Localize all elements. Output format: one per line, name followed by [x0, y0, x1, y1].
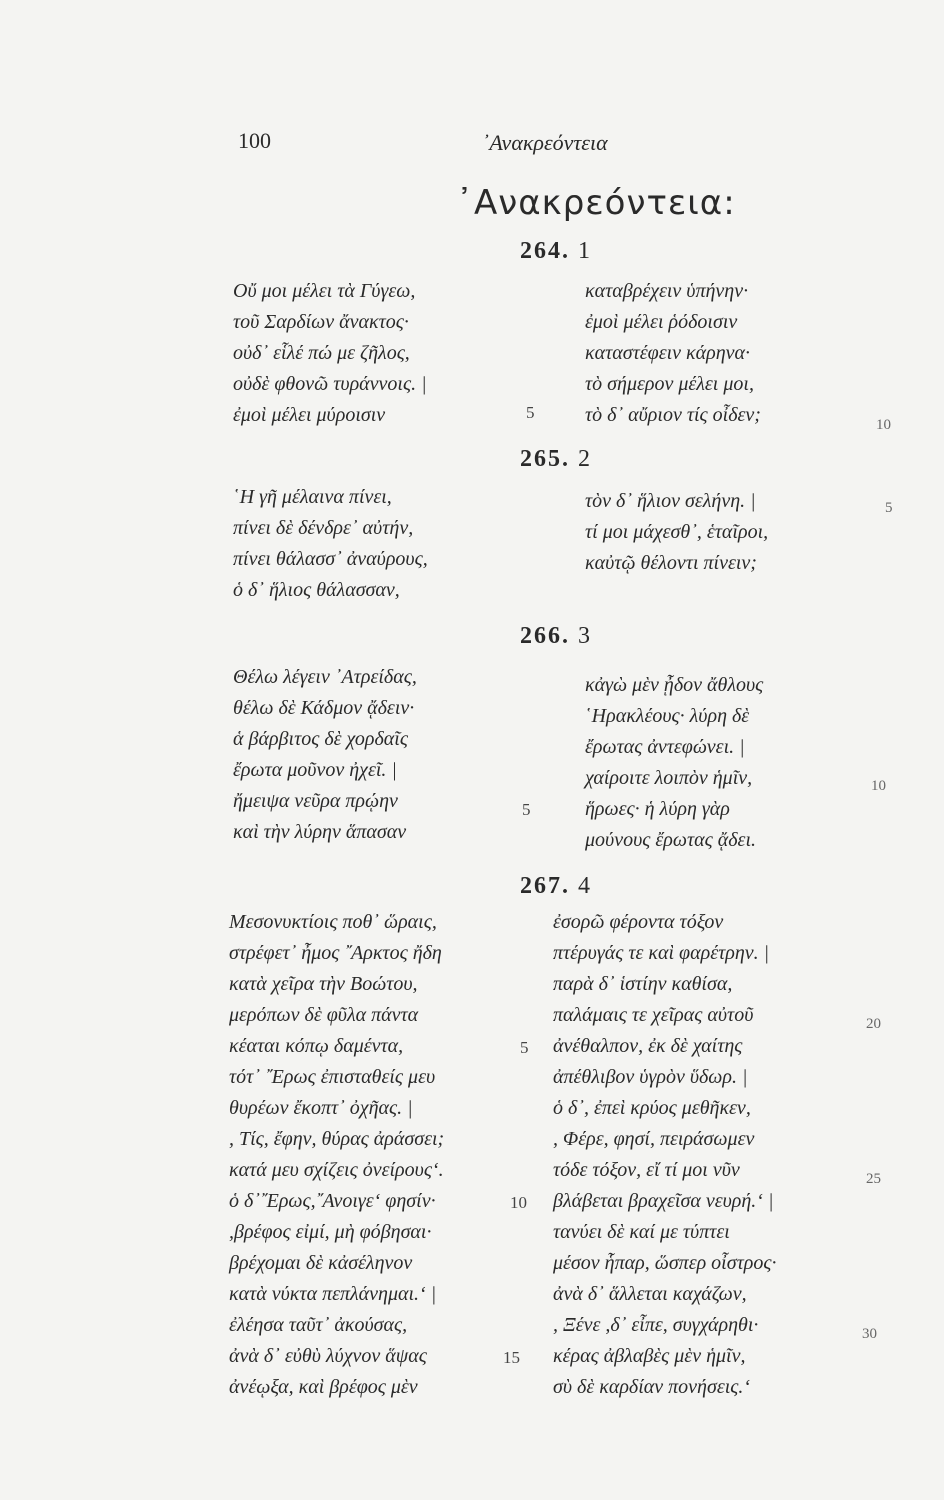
verse-line: καταστέφειν κάρηνα· — [585, 342, 751, 364]
verse-line: μέσον ἧπαρ, ὥσπερ οἶστρος· — [553, 1252, 777, 1274]
section-number-main: 265. — [520, 446, 570, 472]
verse-line: στρέφετ᾽ ἦμος ῎Αρκτος ἤδη — [229, 942, 442, 964]
margin-line-number: 10 — [871, 778, 886, 794]
verse-line: κέαται κόπῳ δαμέντα, — [229, 1035, 404, 1057]
verse-line: ὁ δ᾽, ἐπεὶ κρύος μεθῆκεν, — [553, 1097, 751, 1119]
verse-line: μερόπων δὲ φῦλα πάντα — [229, 1004, 419, 1026]
verse-line: καταβρέχειν ὑπήνην· — [585, 280, 749, 302]
section-number-sub: 3 — [578, 623, 592, 649]
section-number-main: 266. — [520, 623, 570, 649]
poem-right-column — [585, 486, 768, 579]
page-number: 100 — [238, 128, 271, 153]
verse-line: καὐτῷ θέλοντι πίνειν; — [585, 552, 757, 574]
section-number — [520, 873, 592, 900]
running-title: ᾿Ανακρεόντεια — [482, 130, 608, 155]
verse-line: ,βρέφος εἰμί, μὴ φόβησαι· — [229, 1221, 432, 1243]
verse-line: ἔρωτας ἀντεφώνει. | — [585, 736, 745, 758]
verse-line: ἐμοὶ μέλει μύροισιν — [233, 404, 386, 426]
verse-line: μούνους ἔρωτας ᾄδει. — [585, 829, 756, 851]
verse-line: τότ᾽ ῎Ερως ἐπισταθείς μευ — [229, 1066, 436, 1088]
verse-line: ἔρωτα μοῦνον ἠχεῖ. | — [233, 759, 397, 781]
verse-line: βρέχομαι δὲ κἀσέληνον — [229, 1252, 413, 1274]
verse-line: , Φέρε, φησί, πειράσωμεν — [553, 1128, 755, 1150]
verse-line: ὁ δ᾽ ἥλιος θάλασσαν, — [233, 579, 400, 601]
verse-line: θυρέων ἔκοπτ᾽ ὀχῆας. | — [229, 1097, 413, 1119]
verse-line: κἀγὼ μὲν ᾖδον ἄθλους — [585, 674, 764, 696]
verse-line: τί μοι μάχεσθ᾽, ἑταῖροι, — [585, 521, 769, 543]
verse-line: ἀπέθλιβον ὑγρὸν ὕδωρ. | — [553, 1066, 748, 1088]
verse-line: κατὰ χεῖρα τὴν Βοώτου, — [229, 973, 418, 995]
section-number-sub: 4 — [578, 873, 592, 899]
verse-line: θέλω δὲ Κάδμον ᾄδειν· — [233, 697, 415, 719]
section-number-main: 267. — [520, 873, 570, 899]
line-number: 5 — [526, 403, 535, 422]
verse-line: κατὰ νύκτα πεπλάνημαι.‘ | — [229, 1283, 437, 1305]
section-number-sub: 1 — [578, 238, 592, 264]
verse-line: τοῦ Σαρδίων ἄνακτος· — [233, 311, 409, 333]
verse-line: σὺ δὲ καρδίαν πονήσεις.‘ — [553, 1376, 751, 1398]
section-number-main: 264. — [520, 238, 570, 264]
verse-line: ἁ βάρβιτος δὲ χορδαῖς — [233, 728, 408, 750]
verse-line: πίνει θάλασσ᾽ ἀναύρους, — [233, 548, 428, 570]
margin-line-number: 25 — [866, 1171, 881, 1187]
verse-line: χαίροιτε λοιπὸν ἡμῖν, — [585, 767, 753, 789]
verse-line: βλάβεται βραχεῖσα νευρή.‘ | — [553, 1190, 774, 1212]
section-number — [520, 238, 592, 265]
line-number: 5 — [522, 800, 531, 819]
verse-line: ἀνέθαλπον, ἐκ δὲ χαίτης — [553, 1035, 743, 1057]
verse-line: ἤμειψα νεῦρα πρῴην — [233, 790, 398, 812]
verse-line: πίνει δὲ δένδρε᾽ αὐτήν, — [233, 517, 414, 539]
line-number: 5 — [520, 1038, 529, 1057]
verse-line: ἐλέησα ταῦτ᾽ ἀκούσας, — [229, 1314, 408, 1336]
margin-line-number: 5 — [885, 500, 893, 516]
verse-line: οὐδὲ φθονῶ τυράννοις. | — [233, 373, 427, 395]
verse-line: , Τίς, ἔφην, θύρας ἀράσσει; — [229, 1128, 445, 1150]
verse-line: ἀνὰ δ᾽ ἅλλεται καχάζων, — [553, 1283, 747, 1305]
verse-line: , Ξένε ,δ᾽ εἶπε, συγχάρηθι· — [553, 1314, 759, 1336]
verse-line: καὶ τὴν λύρην ἅπασαν — [233, 821, 407, 843]
line-number: 10 — [510, 1193, 527, 1212]
poem-right-column — [585, 276, 761, 431]
verse-line: τὸ δ᾽ αὔριον τίς οἶδεν; — [585, 404, 761, 426]
poem-left-column — [233, 482, 428, 606]
poem-left-column — [233, 662, 417, 848]
verse-line: πτέρυγάς τε καὶ φαρέτρην. | — [553, 942, 770, 964]
section-number — [520, 446, 592, 473]
verse-line: τόδε τόξον, εἴ τί μοι νῦν — [553, 1159, 740, 1181]
poem-right-column — [585, 670, 763, 856]
verse-line: Θέλω λέγειν ᾿Ατρείδας, — [233, 666, 417, 688]
verse-line: τὸ σήμερον μέλει μοι, — [585, 373, 754, 395]
page-title: ᾿Ανακρεόντεια: — [456, 183, 736, 223]
verse-line: κατά μευ σχίζεις ὀνείρους‘. — [229, 1159, 444, 1181]
verse-line: τὸν δ᾽ ἥλιον σελήνη. | — [585, 490, 756, 512]
margin-line-number: 10 — [876, 417, 891, 433]
verse-line: ῾Η γῆ μέλαινα πίνει, — [233, 486, 392, 508]
poem-right-column — [553, 907, 776, 1403]
margin-line-number: 20 — [866, 1016, 881, 1032]
verse-line: Μεσονυκτίοις ποθ᾽ ὥραις, — [229, 911, 437, 933]
verse-line: παρὰ δ᾽ ἱστίην καθίσα, — [553, 973, 733, 995]
verse-line: ἐσορῶ φέροντα τόξον — [553, 911, 724, 933]
margin-line-number: 30 — [862, 1326, 877, 1342]
verse-line: οὐδ᾽ εἷλέ πώ με ζῆλος, — [233, 342, 410, 364]
line-number: 15 — [503, 1348, 520, 1367]
section-number — [520, 623, 592, 650]
verse-line: ἀνὰ δ᾽ εὐθὺ λύχνον ἅψας — [229, 1345, 427, 1367]
verse-line: ὁ δ᾽῎Ερως,῎Ανοιγε‘ φησίν· — [229, 1190, 436, 1212]
verse-line: τανύει δὲ καί με τύπτει — [553, 1221, 730, 1243]
verse-line: κέρας ἀβλαβὲς μὲν ἡμῖν, — [553, 1345, 746, 1367]
verse-line: Οὔ μοι μέλει τὰ Γύγεω, — [233, 280, 416, 302]
poem-left-column — [229, 907, 444, 1403]
verse-line: ἥρωες· ἡ λύρη γὰρ — [585, 798, 730, 820]
verse-line: ῾Ηρακλέους· λύρη δὲ — [585, 705, 750, 727]
verse-line: παλάμαις τε χεῖρας αὐτοῦ — [553, 1004, 754, 1026]
verse-line: ἐμοὶ μέλει ῥόδοισιν — [585, 311, 738, 333]
verse-line: ἀνέῳξα, καὶ βρέφος μὲν — [229, 1376, 418, 1398]
section-number-sub: 2 — [578, 446, 592, 472]
poem-left-column — [233, 276, 427, 431]
